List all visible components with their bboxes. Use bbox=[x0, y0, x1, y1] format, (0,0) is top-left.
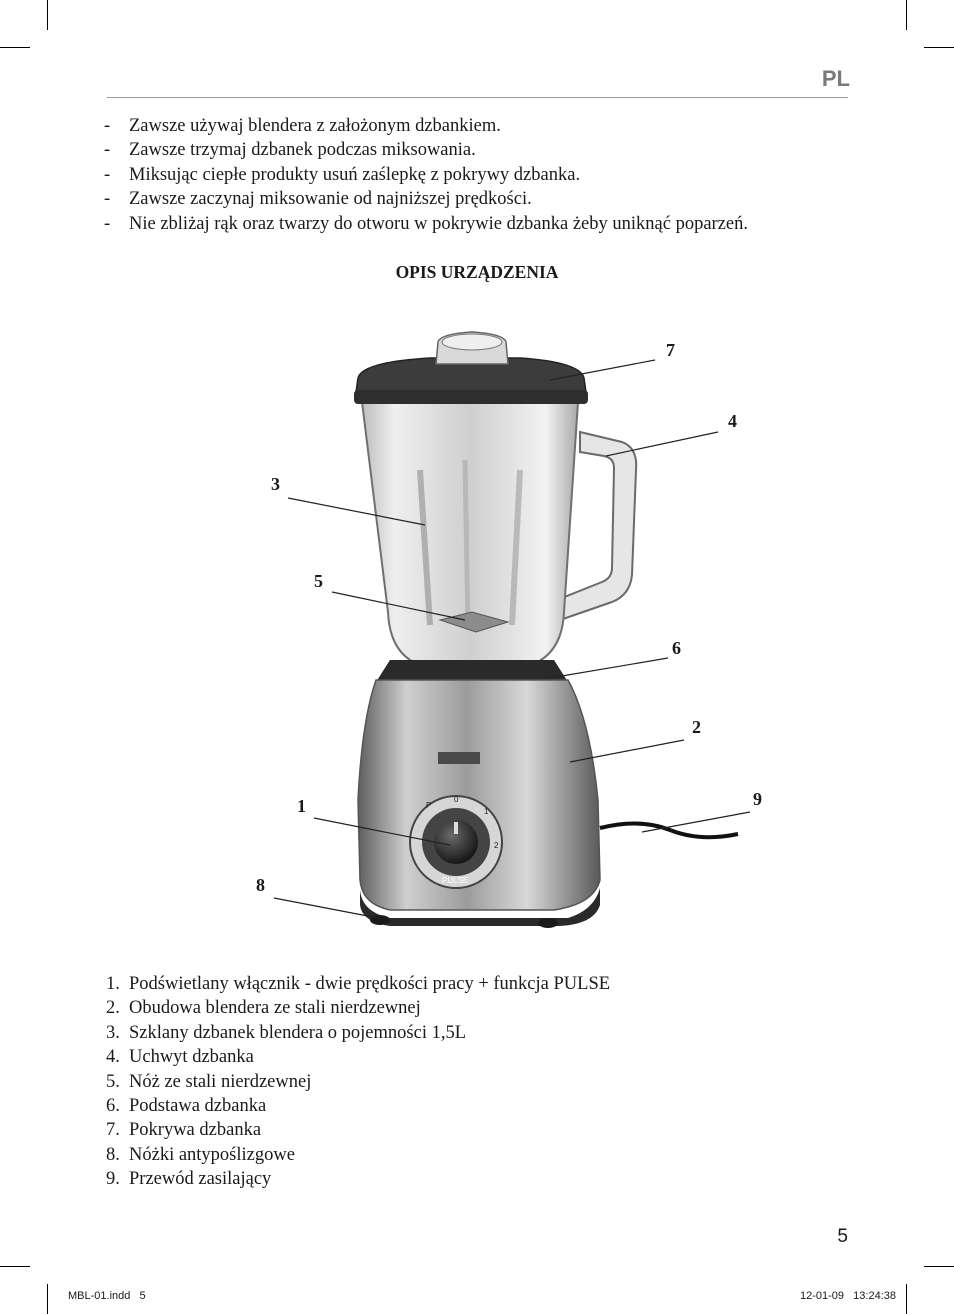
list-item bbox=[106, 996, 610, 1020]
list-item bbox=[106, 1094, 610, 1118]
callout-9: 9 bbox=[753, 789, 762, 809]
crop-mark bbox=[0, 47, 30, 48]
item-number: 7. bbox=[106, 1120, 120, 1141]
item-number: 4. bbox=[106, 1047, 120, 1068]
print-slug-file: MBL-01.indd 5 bbox=[68, 1290, 146, 1302]
list-item bbox=[104, 138, 748, 162]
part-name: Obudowa blendera ze stali nierdzewnej bbox=[129, 998, 421, 1019]
part-name: Nóż ze stali nierdzewnej bbox=[129, 1071, 312, 1092]
crop-mark bbox=[906, 1284, 907, 1314]
list-item bbox=[106, 1070, 610, 1094]
parts-list bbox=[106, 972, 610, 1192]
part-name: Szklany dzbanek blendera o pojemności 1,5L bbox=[129, 1022, 467, 1043]
part-name: Pokrywa dzbanka bbox=[129, 1120, 262, 1141]
warning-text: Miksując ciepłe produkty usuń zaślepkę z pokrywy dzbanka. bbox=[129, 164, 581, 185]
list-item bbox=[104, 163, 748, 187]
callout-3: 3 bbox=[271, 474, 280, 494]
list-item bbox=[104, 187, 748, 211]
part-name: Podświetlany włącznik - dwie prędkości pracy + funkcja PULSE bbox=[129, 974, 611, 994]
list-item bbox=[106, 972, 610, 996]
crop-mark bbox=[47, 1284, 48, 1314]
warning-text: Zawsze używaj blendera z założonym dzbankiem. bbox=[129, 116, 501, 136]
dial-mark-0: 0 bbox=[454, 795, 459, 804]
warning-list bbox=[104, 114, 748, 236]
item-number: 6. bbox=[106, 1096, 120, 1117]
bullet: - bbox=[104, 140, 111, 161]
warning-text: Nie zbliżaj rąk oraz twarzy do otworu w pokrywie dzbanka żeby uniknąć poparzeń. bbox=[129, 213, 748, 234]
blender-illustration bbox=[250, 320, 790, 940]
callout-4: 4 bbox=[728, 411, 737, 431]
bullet: - bbox=[104, 164, 111, 185]
callout-6: 6 bbox=[672, 638, 681, 658]
language-code: PL bbox=[821, 66, 850, 91]
callout-2: 2 bbox=[692, 717, 701, 737]
dial-mark-1: 1 bbox=[484, 807, 489, 816]
print-slug-date: 12-01-09 13:24:38 bbox=[799, 1290, 896, 1302]
callout-8: 8 bbox=[256, 875, 265, 895]
part-name: Nóżki antypoślizgowe bbox=[129, 1144, 295, 1165]
item-number: 3. bbox=[106, 1022, 120, 1043]
list-item bbox=[104, 212, 748, 236]
item-number: 5. bbox=[106, 1071, 120, 1092]
part-name: Uchwyt dzbanka bbox=[129, 1047, 254, 1068]
item-number: 9. bbox=[106, 1169, 120, 1190]
header-rule bbox=[107, 97, 848, 98]
bullet: - bbox=[104, 116, 111, 136]
crop-mark bbox=[47, 0, 48, 30]
page-number: 5 bbox=[837, 1226, 848, 1247]
item-number: 1. bbox=[106, 974, 120, 994]
list-item bbox=[104, 114, 748, 138]
part-name: Przewód zasilający bbox=[129, 1169, 272, 1190]
dial-mark-2: 2 bbox=[494, 841, 499, 850]
dial-mark-p: P bbox=[426, 801, 432, 810]
list-item bbox=[106, 1118, 610, 1142]
section-title: OPIS URZĄDZENIA bbox=[395, 262, 559, 282]
bullet: - bbox=[104, 189, 111, 210]
crop-mark bbox=[906, 0, 907, 30]
warning-text: Zawsze trzymaj dzbanek podczas miksowania. bbox=[129, 140, 476, 161]
dial-label: PULSE bbox=[442, 876, 469, 885]
item-number: 2. bbox=[106, 998, 120, 1019]
callout-7: 7 bbox=[666, 340, 675, 360]
list-item bbox=[106, 1021, 610, 1045]
item-number: 8. bbox=[106, 1144, 120, 1165]
list-item bbox=[106, 1045, 610, 1069]
crop-mark bbox=[924, 1266, 954, 1267]
part-name: Podstawa dzbanka bbox=[129, 1096, 267, 1117]
callout-5: 5 bbox=[314, 571, 323, 591]
list-item bbox=[106, 1143, 610, 1167]
warning-text: Zawsze zaczynaj miksowanie od najniższej prędkości. bbox=[129, 189, 532, 210]
crop-mark bbox=[924, 47, 954, 48]
bullet: - bbox=[104, 213, 111, 234]
crop-mark bbox=[0, 1266, 30, 1267]
list-item bbox=[106, 1167, 610, 1191]
blender-figure bbox=[250, 320, 790, 940]
callout-1: 1 bbox=[297, 796, 306, 816]
